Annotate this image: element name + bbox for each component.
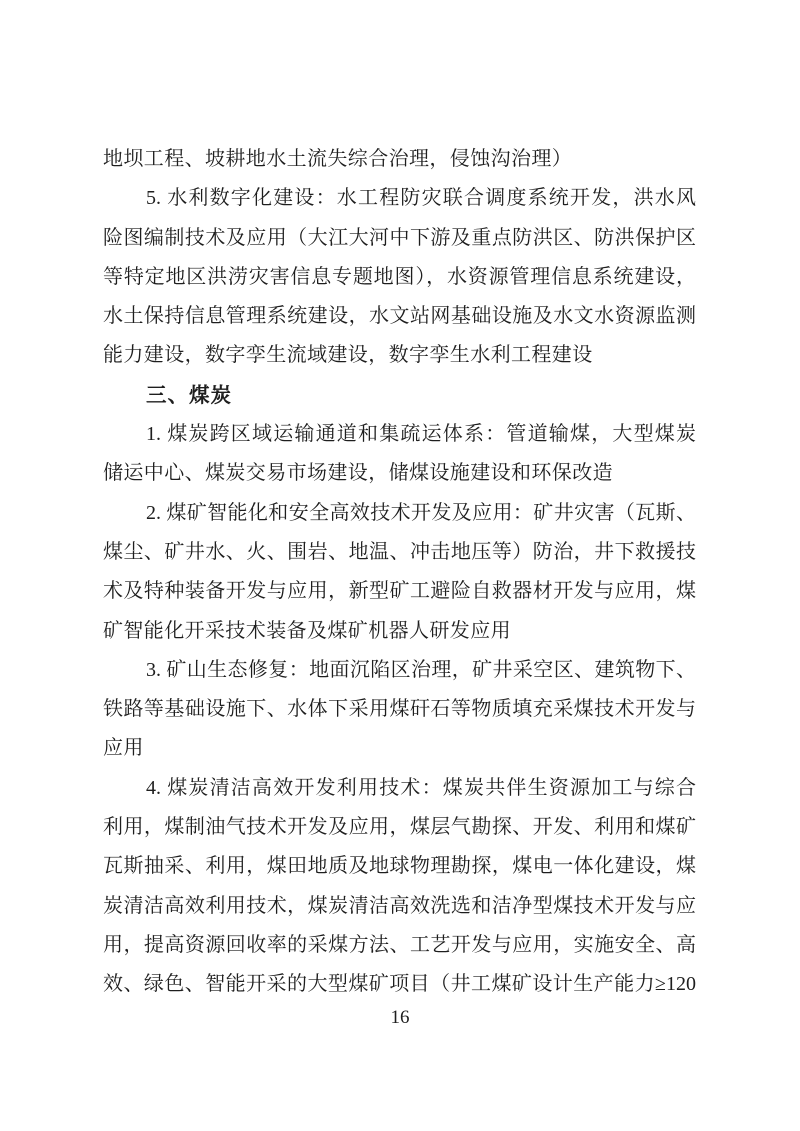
text-line: 用，提高资源回收率的采煤方法、工艺开发与应用，实施安全、高	[103, 933, 696, 956]
text-line: 效、绿色、智能开采的大型煤矿项目（井工煤矿设计生产能力≥120	[103, 973, 696, 996]
text-line: 利用，煤制油气技术开发及应用，煤层气勘探、开发、利用和煤矿	[103, 816, 696, 839]
text-line: 5. 水利数字化建设：水工程防灾联合调度系统开发，洪水风	[146, 187, 696, 210]
text-line: 铁路等基础设施下、水体下采用煤矸石等物质填充采煤技术开发与	[103, 698, 696, 721]
text-line: 储运中心、煤炭交易市场建设，储煤设施建设和环保改造	[103, 462, 613, 485]
text-line: 3. 矿山生态修复：地面沉陷区治理，矿井采空区、建筑物下、	[146, 658, 696, 681]
text-line: 瓦斯抽采、利用，煤田地质及地球物理勘探，煤电一体化建设，煤	[103, 855, 696, 878]
text-line: 煤尘、矿井水、火、围岩、地温、冲击地压等）防治，井下救援技	[103, 540, 696, 563]
text-line: 2. 煤矿智能化和安全高效技术开发及应用：矿井灾害（瓦斯、	[146, 501, 696, 524]
text-line: 地坝工程、坡耕地水土流失综合治理，侵蚀沟治理）	[103, 148, 573, 170]
text-line: 能力建设，数字孪生流域建设，数字孪生水利工程建设	[103, 344, 593, 367]
text-line: 1. 煤炭跨区域运输通道和集疏运体系：管道输煤，大型煤炭	[146, 423, 696, 446]
text-line: 4. 煤炭清洁高效开发利用技术：煤炭共伴生资源加工与综合	[146, 776, 696, 799]
text-line: 炭清洁高效利用技术，煤炭清洁高效洗选和洁净型煤技术开发与应	[103, 894, 696, 917]
text-line: 矿智能化开采技术装备及煤矿机器人研发应用	[103, 619, 511, 642]
text-line: 水土保持信息管理系统建设，水文站网基础设施及水文水资源监测	[103, 305, 696, 328]
text-line: 术及特种装备开发与应用，新型矿工避险自救器材开发与应用，煤	[103, 580, 696, 603]
page-number: 16	[390, 1007, 410, 1028]
text-line: 等特定地区洪涝灾害信息专题地图），水资源管理信息系统建设，	[103, 265, 696, 288]
document-lines	[103, 140, 696, 1005]
text-line: 应用	[103, 737, 144, 760]
section-heading: 三、煤炭	[146, 383, 232, 407]
text-line: 险图编制技术及应用（大江大河中下游及重点防洪区、防洪保护区	[103, 226, 696, 249]
